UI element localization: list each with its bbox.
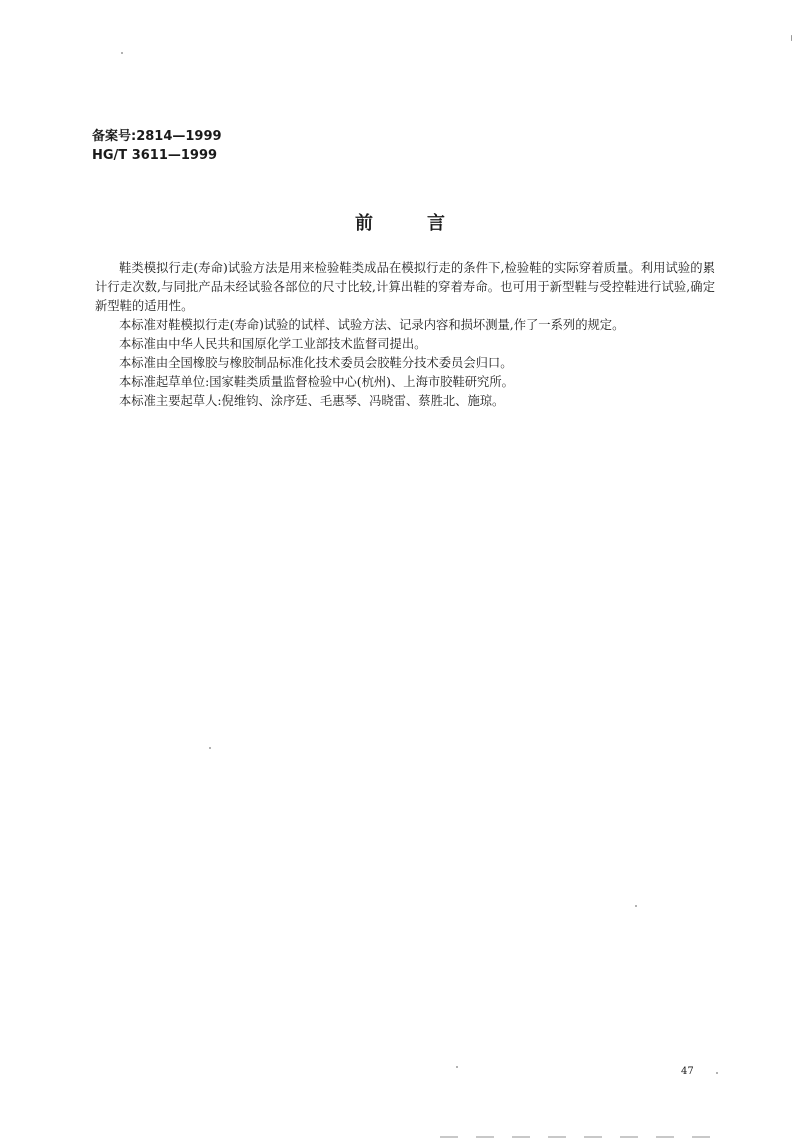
scan-edge-dash: [440, 1136, 458, 1138]
scan-edge-dash: [656, 1136, 674, 1138]
foreword-body: [95, 259, 715, 411]
scan-speck: [121, 52, 123, 54]
scan-edge-dash: [620, 1136, 638, 1138]
scan-speck: [209, 747, 211, 749]
scan-edge-strip: [440, 1136, 770, 1139]
page-title: 前言: [355, 213, 499, 234]
paragraph-drafters: 本标准主要起草人:倪维钧、涂序廷、毛惠琴、冯晓雷、蔡胜北、施琼。: [119, 394, 505, 408]
scan-edge-dash: [512, 1136, 530, 1138]
scan-speck: [716, 1072, 718, 1074]
standard-code: HG/T 3611—1999: [92, 148, 218, 163]
document-header: [92, 127, 222, 165]
paragraph-purpose: 鞋类模拟行走(寿命)试验方法是用来检验鞋类成品在模拟行走的条件下,检验鞋的实际穿着质量。利用试验的累计行走次数,与同批产品未经试验各部位的尺寸比较,计算出鞋的穿着寿命。也可用于新型鞋与受控鞋进行试验,确定新型鞋的适用性。: [95, 261, 715, 313]
scan-speck: [635, 905, 637, 907]
paragraph-proposer: 本标准由中华人民共和国原化学工业部技术监督司提出。: [119, 337, 427, 351]
record-number: 备案号:2814—1999: [92, 129, 222, 144]
scan-edge-dash: [476, 1136, 494, 1138]
paragraph-scope: 本标准对鞋模拟行走(寿命)试验的试样、试验方法、记录内容和损坏测量,作了一系列的规定。: [119, 318, 625, 332]
page-number: 47: [681, 1066, 694, 1077]
paragraph-committee: 本标准由全国橡胶与橡胶制品标准化技术委员会胶鞋分技术委员会归口。: [119, 356, 513, 370]
scan-speck: [456, 1066, 458, 1068]
scan-speck: [791, 35, 792, 41]
scan-edge-dash: [692, 1136, 710, 1138]
paragraph-drafting-units: 本标准起草单位:国家鞋类质量监督检验中心(杭州)、上海市胶鞋研究所。: [119, 375, 514, 389]
scan-edge-dash: [584, 1136, 602, 1138]
scan-edge-dash: [548, 1136, 566, 1138]
